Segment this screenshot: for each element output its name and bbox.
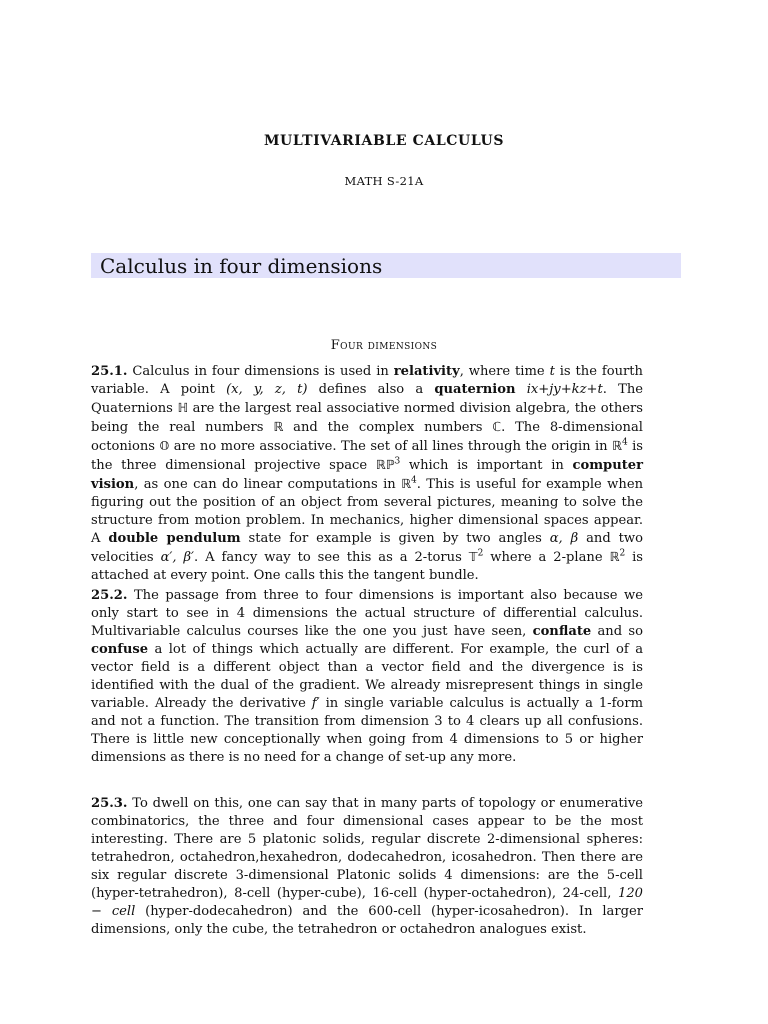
- paragraph-25-3: [91, 795, 643, 939]
- keyword-relativity: relativity: [393, 364, 460, 379]
- keyword-quaternion: quaternion: [434, 382, 516, 397]
- paragraph-text: state for example is given by two angles: [240, 531, 550, 546]
- keyword-confuse: confuse: [91, 642, 149, 657]
- paragraph-text: . This is useful for example when figuring out the position of an object from several pictures, meaning to solve the structure from motion problem. In mechanics, higher dimensional spaces appear. A: [91, 477, 643, 546]
- paragraph-text: in single variable calculus is actually a 1-form and not a function. The transition from dimension 3 to 4 clears up all confusions. There is little new conceptionally when going from 4 dimensions to 5 or higher dimensions as there is no need for a change of set-up any more.: [91, 696, 643, 765]
- paragraph-text: defines also a: [307, 382, 435, 397]
- paragraph-text: . The Quaternions: [91, 382, 643, 416]
- paragraph-number: 25.3.: [91, 796, 128, 811]
- paragraph-text: are the largest real associative normed division algebra, the others being the real numbers: [91, 401, 644, 435]
- paragraph-number: 25.1.: [91, 364, 128, 379]
- paragraph-text: To dwell on this, one can say that in many parts of topology or enumerative combinatorics, the three and four dimensional cases appear to be the most interesting. There are 5 platonic solids, regular discrete 2-dimensional spheres: tetrahedron, octahedron,hexahedron, dodecahedron, icosahedron. Then there are six regular discrete 3-dimensional Platonic solids 4 dimensions: are the 5-cell (hyper-tetrahedron), 8-cell (hyper-cube), 16-cell (hyper-octahedron), 24-cell,: [91, 796, 643, 901]
- paragraph-text: . The 8-dimensional octonions: [91, 420, 643, 454]
- math-C: ℂ: [492, 419, 502, 434]
- math-R: ℝ: [273, 419, 284, 434]
- math-T: 𝕋: [468, 549, 478, 564]
- math-quaternion: ix+jy+kz+t: [515, 382, 603, 397]
- math-R4: ℝ: [612, 438, 622, 453]
- superscript: 4: [621, 437, 628, 448]
- paragraph-text: Calculus in four dimensions is used in: [132, 364, 394, 379]
- math-t: t: [549, 364, 555, 379]
- paragraph-text: (hyper-dodecahedron) and the 600-cell (hyper-icosahedron). In larger dimensions, only the cube, the tetrahedron or octahedron analogues exist.: [91, 904, 644, 937]
- chapter-banner: [91, 253, 681, 278]
- paragraph-text: and so: [591, 624, 643, 639]
- paragraph-number: 25.2.: [91, 588, 128, 603]
- math-RP: ℝℙ: [375, 457, 395, 472]
- chapter-title: Calculus in four dimensions: [100, 254, 383, 278]
- math-R4: ℝ: [401, 476, 411, 491]
- paragraph-25-1: [91, 363, 643, 585]
- keyword-computer-vision: computer vision: [91, 458, 643, 492]
- superscript: 2: [477, 548, 484, 559]
- course-code: MATH S-21A: [344, 174, 424, 188]
- superscript: 4: [410, 475, 417, 486]
- paragraph-text: The passage from three to four dimensions is important also because we only start to see in 4 dimensions the actual structure of differential calculus. Multivariable calculus courses like the one you just have seen,: [91, 588, 643, 639]
- keyword-conflate: conflate: [532, 624, 592, 639]
- paragraph-text: and the complex numbers: [283, 420, 493, 435]
- paragraph-text: which is important in: [400, 458, 573, 473]
- math-cell-expression: 120 − cell: [91, 886, 643, 919]
- math-point: (x, y, z, t): [226, 382, 308, 397]
- paragraph-25-2: [91, 587, 643, 767]
- paragraph-text: are no more associative. The set of all lines through the origin in: [169, 439, 613, 454]
- paragraph-text: and two velocities: [91, 531, 643, 565]
- paragraph-text: , as one can do linear computations in: [134, 477, 402, 492]
- math-fprime: f′: [311, 696, 320, 711]
- paragraph-text: is the fourth variable. A point: [91, 364, 643, 397]
- paragraph-text: . A fancy way to see this as a 2-torus: [194, 550, 469, 565]
- section-title: Four dimensions: [330, 338, 438, 353]
- math-O: 𝕆: [159, 438, 170, 453]
- paragraph-text: a lot of things which actually are different. For example, the curl of a vector field is a different object than a vector field and the divergence is is identified with the dual of the gradient. We already misrepresent things in single variable. Already the derivative: [91, 642, 643, 711]
- keyword-double-pendulum: double pendulum: [108, 531, 241, 546]
- math-H: ℍ: [177, 400, 189, 415]
- paragraph-text: , where time: [459, 364, 550, 379]
- document-title: MULTIVARIABLE CALCULUS: [263, 133, 505, 149]
- superscript: 2: [619, 548, 626, 559]
- superscript: 3: [394, 456, 401, 467]
- paragraph-text: is the three dimensional projective space: [91, 439, 643, 473]
- paragraph-text: where a 2-plane: [483, 550, 610, 565]
- math-angles: α, β: [549, 531, 579, 546]
- math-R2: ℝ: [609, 549, 620, 564]
- math-velocities: α′, β′: [160, 550, 195, 565]
- paragraph-text: is attached at every point. One calls this the tangent bundle.: [91, 550, 644, 583]
